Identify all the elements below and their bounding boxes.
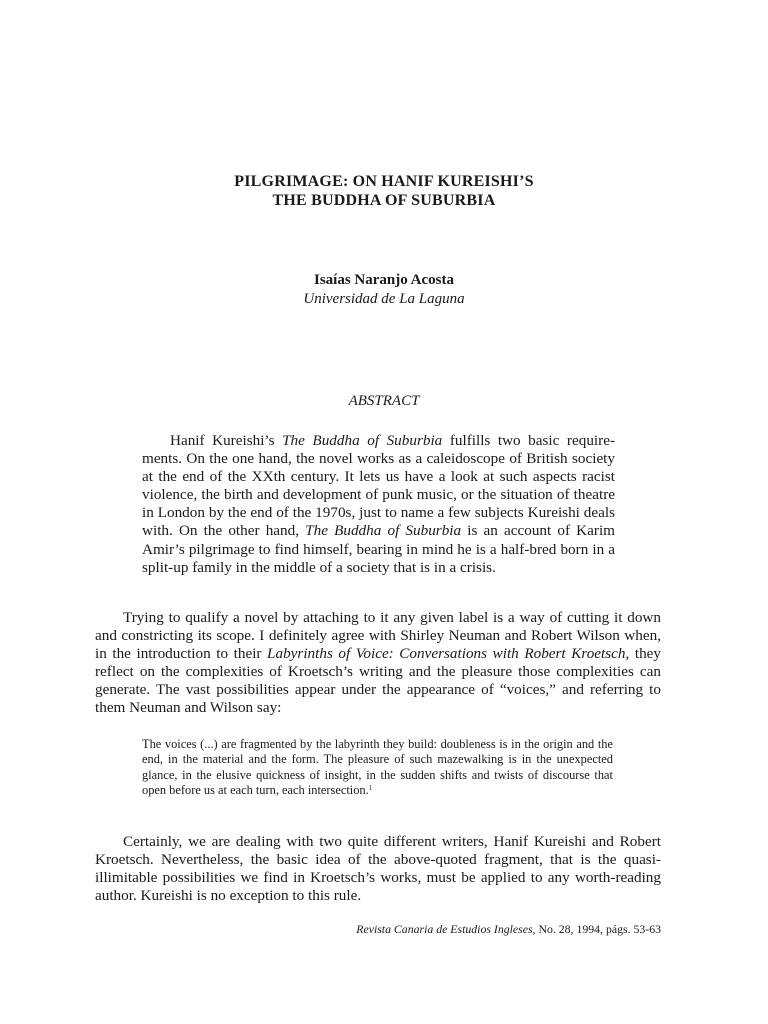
journal-issue-pages: No. 28, 1994, págs. 53-63 <box>535 922 661 936</box>
p2-text: Certainly, we are dealing with two quite different writers, Hanif Kureishi and Robert Kroetsch. Nevertheless, the basic idea of the above-quoted fragment, that is the quasi-illimitable possibilities we find in Kroetsch’s works, must be applied to any worth-reading author. Kureishi is no exception to this rule. <box>95 833 661 905</box>
block-quote <box>142 737 613 798</box>
journal-name: Revista Canaria de Estudios Ingleses, <box>356 922 536 936</box>
p1-text-1: Trying to qualify a novel by attaching to it any given label is a way of cutting it down and constricting its scope. I definitely agree with Shirley Neuman and Robert Wilson when, in the introduction to their <box>95 609 661 663</box>
abstract-book-title-1: The Buddha of Suburbia <box>282 432 443 449</box>
abstract-paragraph <box>142 432 615 577</box>
author-block <box>0 271 768 309</box>
body-paragraph-1 <box>95 609 661 718</box>
author-affiliation: Universidad de La Laguna <box>303 291 465 307</box>
p1-text-2: , they reflect on the complexities of Kroetsch’s writing and the pleasure those complexities can generate. The vast possibilities appear under the appearance of “voices,” and referring to them Neuman and Wilson say: <box>95 645 662 717</box>
title-line-2: THE BUDDHA OF SUBURBIA <box>272 192 496 209</box>
body-paragraph-2 <box>95 833 661 905</box>
abstract-text-1: Hanif Kureishi’s <box>170 432 283 449</box>
abstract-text-2: fulfills two basic requirements. On the one hand, the novel works as a caleidoscope of British society at the end of the XXth century. It lets us have a look at such aspects racist violence, the birth and development of punk music, or the situation of theatre in London by the end of the 1970s, just to name a few subjects Kureishi deals with. On the other hand, <box>142 432 615 540</box>
title-line-1: PILGRIMAGE: ON HANIF KUREISHI’S <box>234 173 534 190</box>
p1-book-title: Labyrinths of Voice: Conversations with Robert Kroetsch <box>267 645 626 663</box>
abstract-book-title-2: The Buddha of Suburbia <box>305 522 462 540</box>
abstract-heading: ABSTRACT <box>348 393 420 409</box>
quote-text: The voices (...) are fragmented by the labyrinth they build: doubleness is in the origin and the end, in the material and the form. The pleasure of such mazewalking is in the unexpected glance, in the elusive quickness of insight, in the sudden shifts and twists of discourse that open before us at each turn, each intersection. <box>142 737 613 797</box>
journal-citation <box>356 922 661 936</box>
abstract-text-3: is an account of Karim Amir’s pilgrimage to find himself, bearing in mind he is a half-bred born in a split-up family in the middle of a society that is in a crisis. <box>142 522 615 576</box>
footnote-marker[interactable]: 1 <box>368 783 373 792</box>
author-name: Isaías Naranjo Acosta <box>313 272 454 288</box>
article-title <box>0 172 768 210</box>
